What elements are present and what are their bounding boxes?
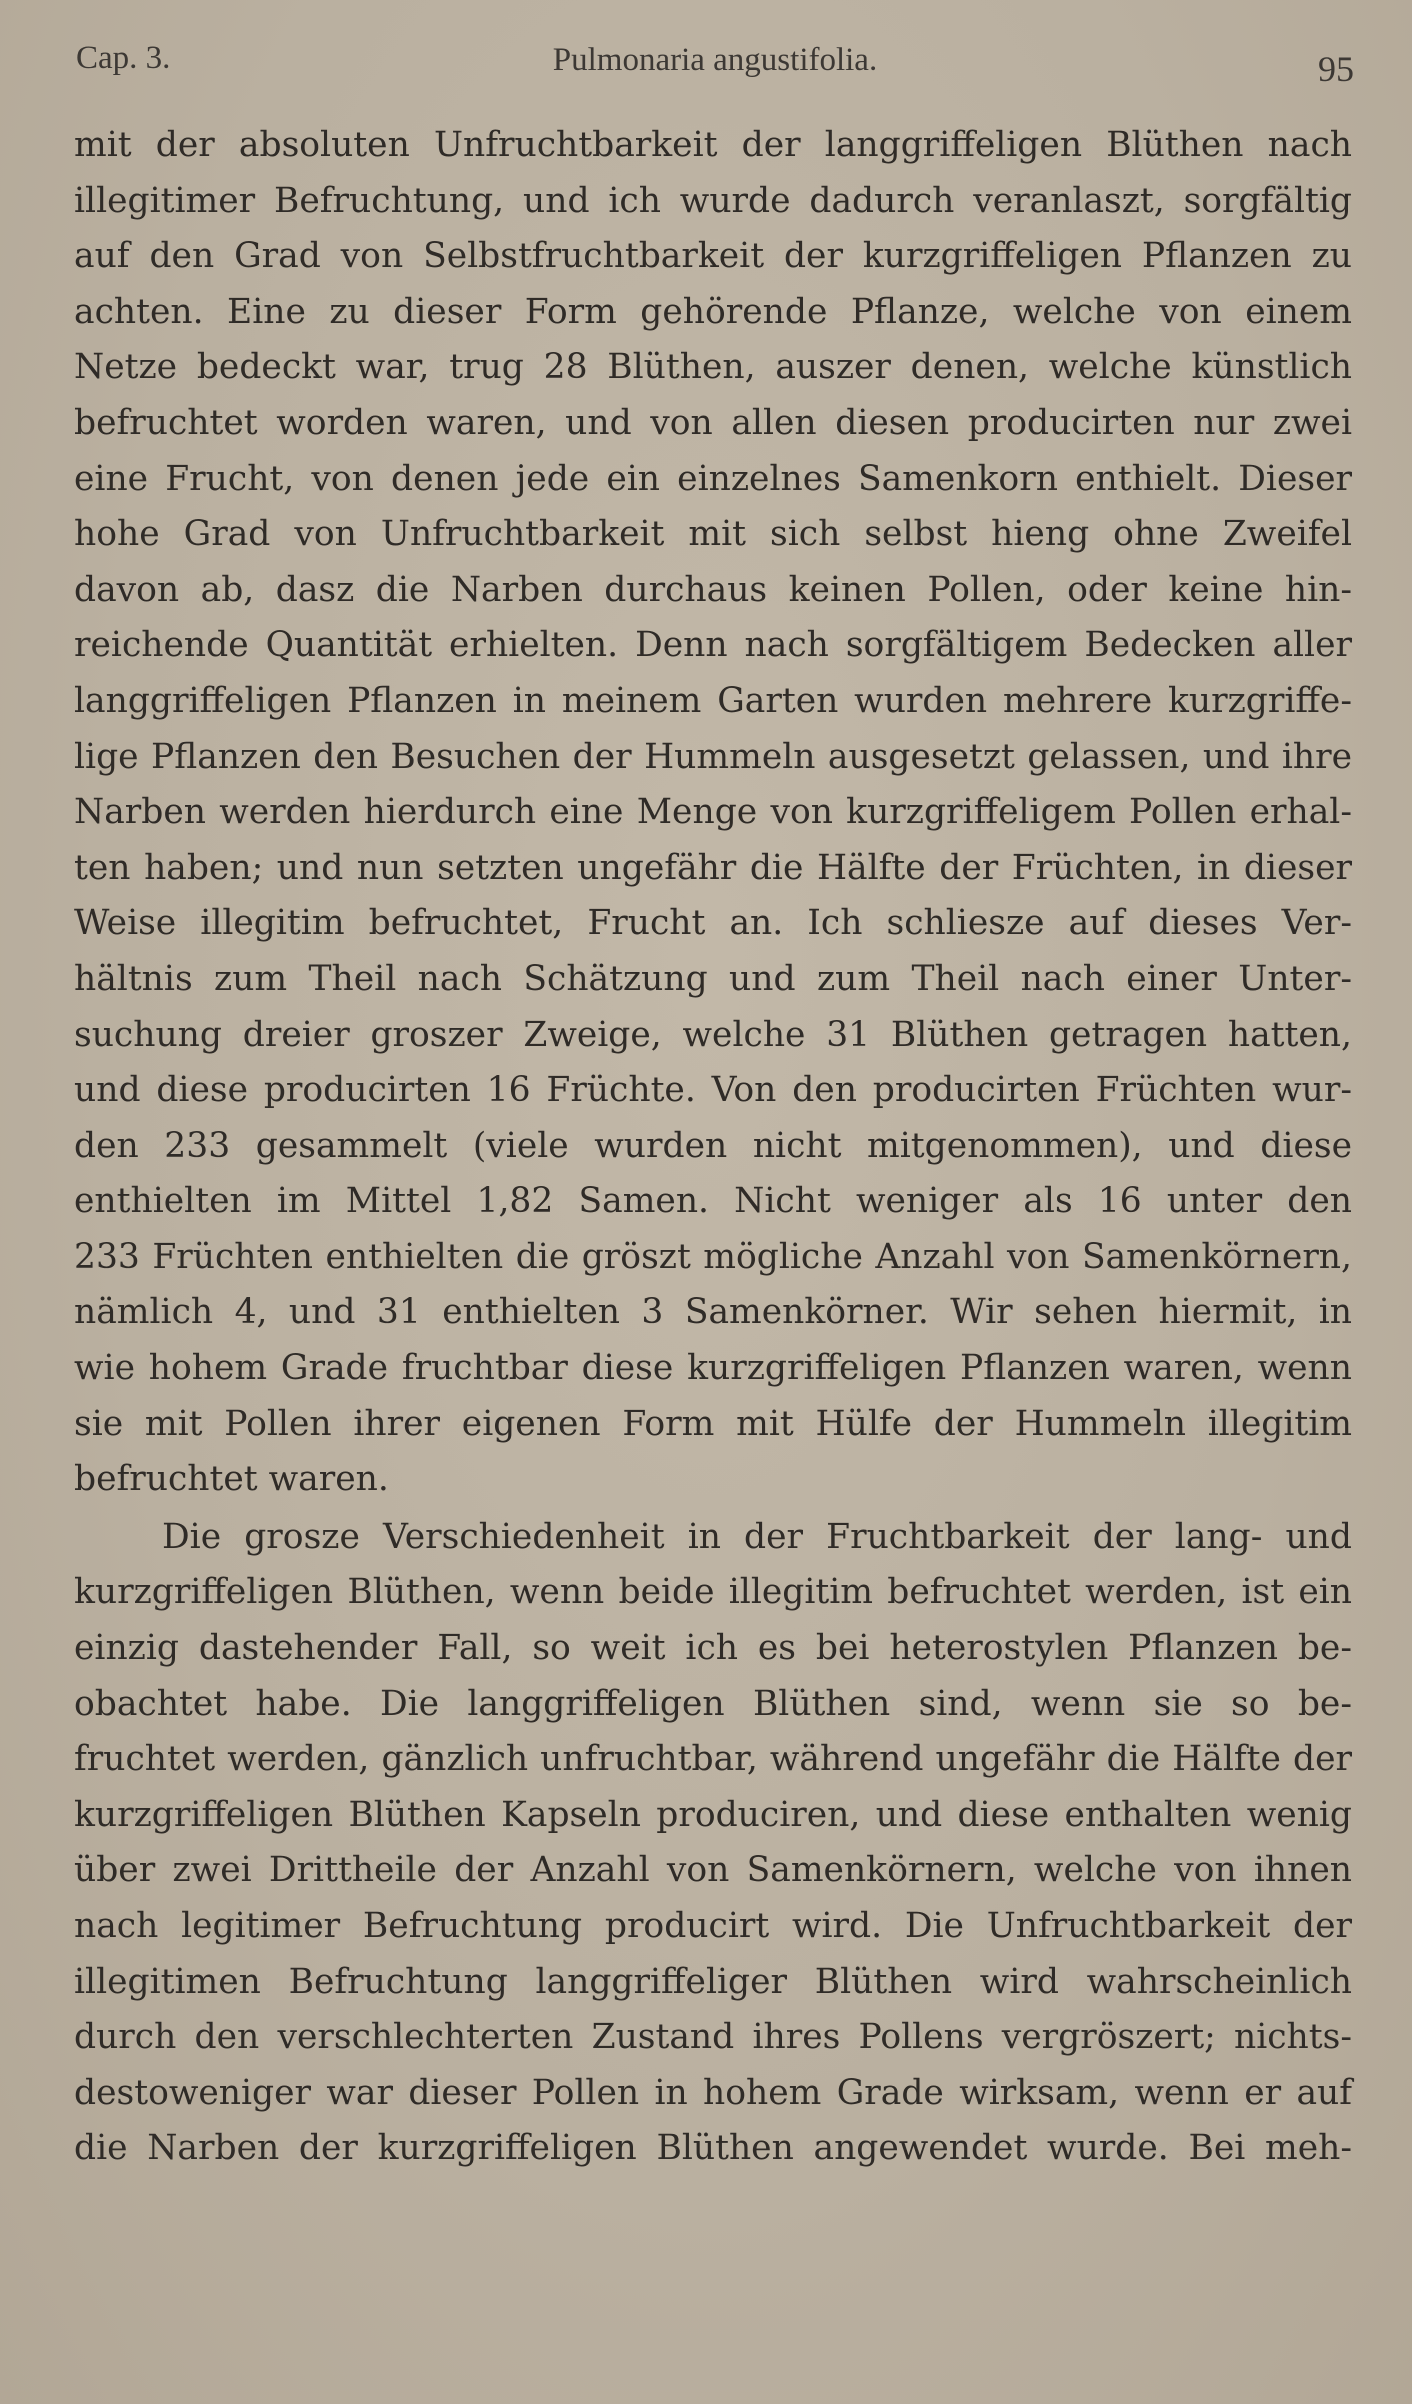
text-line: über zwei Drittheile der Anzahl von Samenkörnern, welche von ihnen bbox=[74, 1850, 1352, 1891]
text-line: nach legitimer Befruchtung producirt wird. Die Unfruchtbarkeit der bbox=[74, 1906, 1352, 1946]
text-line: Narben werden hierdurch eine Menge von kurzgriffeligem Pollen erhal- bbox=[74, 792, 1352, 833]
paragraph-2 bbox=[74, 1510, 1352, 2177]
text-line: wie hohem Grade fruchtbar diese kurzgriffeligen Pflanzen waren, wenn bbox=[74, 1348, 1352, 1389]
text-line: hältnis zum Theil nach Schätzung und zum Theil nach einer Unter- bbox=[74, 958, 1352, 999]
text-line: befruchtet worden waren, und von allen diesen producirten nur zwei bbox=[74, 402, 1352, 443]
text-line: den 233 gesammelt (viele wurden nicht mitgenommen), und diese bbox=[74, 1125, 1352, 1166]
text-line: Weise illegitim befruchtet, Frucht an. Ich schliesze auf dieses Ver- bbox=[74, 903, 1352, 944]
text-line: lige Pflanzen den Besuchen der Hummeln ausgesetzt gelassen, und ihre bbox=[74, 736, 1352, 777]
text-line: nämlich 4, und 31 enthielten 3 Samenkörner. Wir sehen hiermit, in bbox=[74, 1292, 1352, 1333]
text-line: achten. Eine zu dieser Form gehörende Pflanze, welche von einem bbox=[74, 291, 1352, 332]
text-line: einzig dastehender Fall, so weit ich es bei heterostylen Pflanzen be- bbox=[74, 1628, 1352, 1669]
text-line: hohe Grad von Unfruchtbarkeit mit sich selbst hieng ohne Zweifel bbox=[74, 514, 1352, 555]
text-line: Netze bedeckt war, trug 28 Blüthen, auszer denen, welche künstlich bbox=[74, 347, 1352, 388]
page-number: 95 bbox=[1318, 49, 1354, 89]
text-line: die Narben der kurzgriffeligen Blüthen angewendet wurde. Bei meh- bbox=[74, 2128, 1352, 2169]
text-line: fruchtet werden, gänzlich unfruchtbar, während ungefähr die Hälfte der bbox=[74, 1739, 1352, 1780]
text-line: mit der absoluten Unfruchtbarkeit der langgriffeligen Blüthen nach bbox=[74, 125, 1352, 165]
text-line: auf den Grad von Selbstfruchtbarkeit der kurzgriffeligen Pflanzen zu bbox=[74, 236, 1352, 277]
chapter-label: Cap. 3. bbox=[76, 40, 171, 76]
page-header bbox=[76, 36, 1354, 96]
body-text bbox=[74, 118, 1352, 2177]
text-line: langgriffeligen Pflanzen in meinem Garten wurden mehrere kurzgriffe- bbox=[74, 680, 1352, 721]
text-line: eine Frucht, von denen jede ein einzelnes Samenkorn enthielt. Dieser bbox=[74, 458, 1352, 499]
text-line: reichende Quantität erhielten. Denn nach sorgfältigem Bedecken aller bbox=[74, 625, 1352, 666]
text-line: und diese producirten 16 Früchte. Von den producirten Früchten wur- bbox=[74, 1070, 1352, 1111]
text-line: kurzgriffeligen Blüthen Kapseln produciren, und diese enthalten wenig bbox=[74, 1794, 1352, 1835]
text-line: destoweniger war dieser Pollen in hohem Grade wirksam, wenn er auf bbox=[74, 2072, 1352, 2113]
text-line: Die grosze Verschiedenheit in der Fruchtbarkeit der lang- und bbox=[162, 1516, 1352, 1557]
text-line: befruchtet waren. bbox=[74, 1459, 389, 1500]
text-line: sie mit Pollen ihrer eigenen Form mit Hülfe der Hummeln illegitim bbox=[74, 1403, 1352, 1444]
text-line: ten haben; und nun setzten ungefähr die Hälfte der Früchten, in dieser bbox=[74, 847, 1352, 888]
text-line: kurzgriffeligen Blüthen, wenn beide illegitim befruchtet werden, ist ein bbox=[74, 1572, 1352, 1613]
running-title: Pulmonaria angustifolia. bbox=[552, 42, 878, 78]
text-line: enthielten im Mittel 1,82 Samen. Nicht weniger als 16 unter den bbox=[74, 1181, 1352, 1222]
text-line: davon ab, dasz die Narben durchaus keinen Pollen, oder keine hin- bbox=[74, 569, 1352, 610]
paragraph-1 bbox=[74, 118, 1352, 1508]
text-line: suchung dreier groszer Zweige, welche 31 Blüthen getragen hatten, bbox=[74, 1014, 1352, 1055]
text-line: illegitimer Befruchtung, und ich wurde dadurch veranlaszt, sorgfältig bbox=[74, 180, 1352, 221]
text-line: durch den verschlechterten Zustand ihres Pollens vergröszert; nichts- bbox=[74, 2017, 1352, 2058]
text-line: illegitimen Befruchtung langgriffeliger Blüthen wird wahrscheinlich bbox=[74, 1961, 1352, 2002]
text-line: obachtet habe. Die langgriffeligen Blüthen sind, wenn sie so be- bbox=[74, 1683, 1352, 1724]
text-line: 233 Früchten enthielten die gröszt mögliche Anzahl von Samenkörnern, bbox=[74, 1236, 1352, 1277]
